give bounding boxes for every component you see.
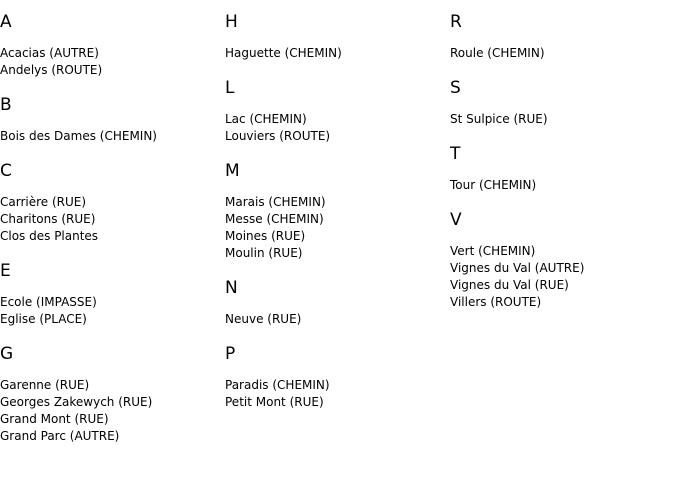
letter-group-b (0, 94, 215, 145)
letter-group-h (225, 11, 440, 62)
street-link[interactable]: Grand Mont (RUE) (0, 412, 109, 426)
street-index-column-3 (450, 11, 665, 326)
street-link[interactable]: St Sulpice (RUE) (450, 112, 548, 126)
street-link[interactable]: Georges Zakewych (RUE) (0, 395, 153, 409)
letter-heading: A (0, 12, 12, 32)
letter-group-t (450, 143, 665, 194)
street-index-column-2 (225, 11, 440, 426)
letter-heading: H (225, 12, 238, 32)
street-link[interactable]: Louviers (ROUTE) (225, 129, 331, 143)
street-link[interactable]: Roule (CHEMIN) (450, 46, 545, 60)
street-index-column-1 (0, 11, 215, 460)
letter-group-c (0, 160, 215, 245)
letter-group-a (0, 11, 215, 79)
street-link[interactable]: Acacias (AUTRE) (0, 46, 99, 60)
street-link[interactable]: Tour (CHEMIN) (450, 178, 537, 192)
letter-group-v (450, 209, 665, 311)
letter-group-e (0, 260, 215, 328)
street-link[interactable]: Moulin (RUE) (225, 246, 303, 260)
street-link[interactable]: Lac (CHEMIN) (225, 112, 307, 126)
street-link[interactable]: Vignes du Val (AUTRE) (450, 261, 585, 275)
street-link[interactable]: Petit Mont (RUE) (225, 395, 324, 409)
street-link[interactable]: Carrière (RUE) (0, 195, 87, 209)
letter-heading: G (0, 344, 14, 364)
street-link[interactable]: Paradis (CHEMIN) (225, 378, 330, 392)
street-link[interactable]: Messe (CHEMIN) (225, 212, 324, 226)
street-link[interactable]: Clos des Plantes (0, 229, 99, 243)
street-link[interactable]: Garenne (RUE) (0, 378, 90, 392)
street-link[interactable]: Andelys (ROUTE) (0, 63, 103, 77)
street-link[interactable]: Vignes du Val (RUE) (450, 278, 569, 292)
letter-group-m (225, 160, 440, 262)
letter-group-n (225, 277, 440, 328)
street-link[interactable]: Moines (RUE) (225, 229, 306, 243)
letter-heading: T (450, 144, 461, 164)
street-link[interactable]: Grand Parc (AUTRE) (0, 429, 120, 443)
street-link[interactable]: Ecole (IMPASSE) (0, 295, 97, 309)
street-link[interactable]: Eglise (PLACE) (0, 312, 87, 326)
letter-group-g (0, 343, 215, 445)
letter-heading: N (225, 278, 238, 298)
letter-heading: R (450, 12, 462, 32)
street-link[interactable]: Neuve (RUE) (225, 312, 302, 326)
letter-heading: M (225, 161, 240, 181)
street-link[interactable]: Vert (CHEMIN) (450, 244, 536, 258)
letter-heading: L (225, 78, 235, 98)
letter-heading: P (225, 344, 236, 364)
letter-heading: E (0, 261, 11, 281)
street-link[interactable]: Charitons (RUE) (0, 212, 96, 226)
letter-group-p (225, 343, 440, 411)
street-link[interactable]: Villers (ROUTE) (450, 295, 542, 309)
street-link[interactable]: Haguette (CHEMIN) (225, 46, 342, 60)
letter-group-l (225, 77, 440, 145)
letter-group-r (450, 11, 665, 62)
letter-group-s (450, 77, 665, 128)
letter-heading: S (450, 78, 461, 98)
street-link[interactable]: Marais (CHEMIN) (225, 195, 326, 209)
letter-heading: C (0, 161, 12, 181)
street-link[interactable]: Bois des Dames (CHEMIN) (0, 129, 157, 143)
letter-heading: B (0, 95, 12, 115)
letter-heading: V (450, 210, 462, 230)
